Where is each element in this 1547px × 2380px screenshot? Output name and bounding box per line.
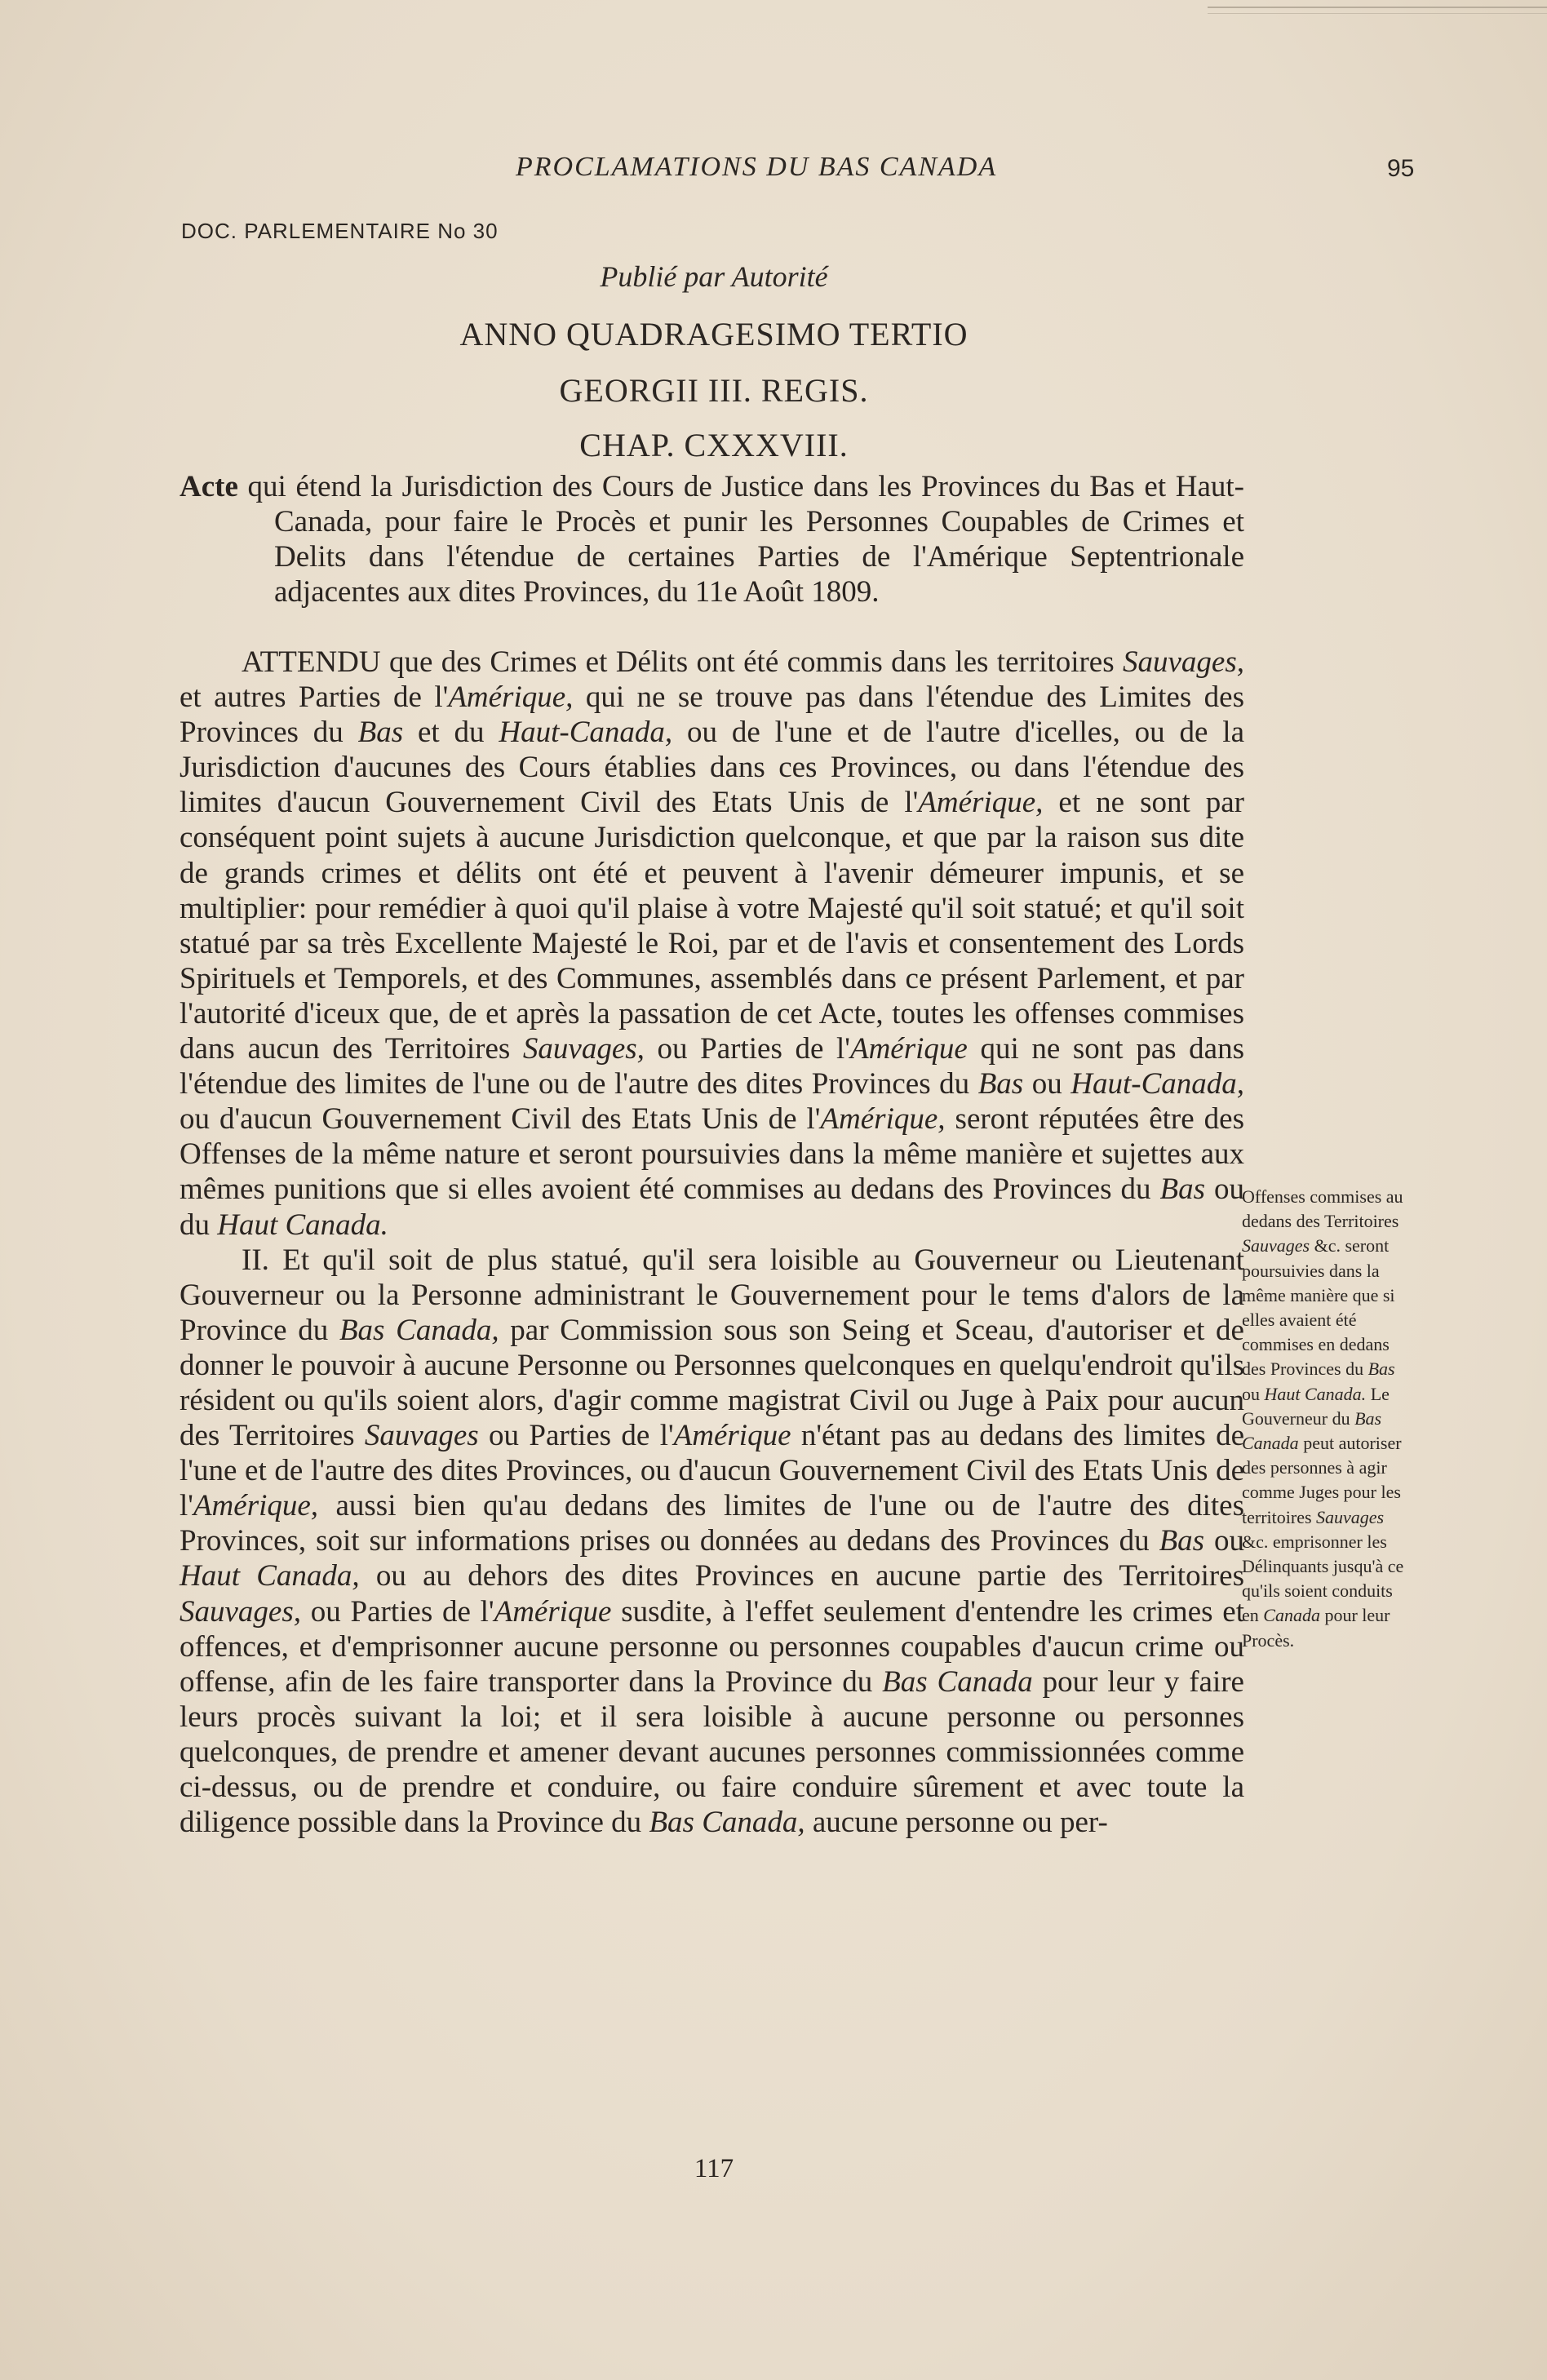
text-run: ATTENDU que des Crimes et Délits ont été commis dans les territoires — [242, 645, 1123, 679]
published-by-authority: Publié par Autorité — [600, 260, 828, 293]
text-run: Bas — [1159, 1172, 1205, 1207]
text-run: Haut Canada. — [1264, 1383, 1367, 1404]
text-run: aussi bien qu'au dedans des limites de l'une ou de l'autre des dites Provinces, soit sur informations prises ou données au dedans des Provinces du — [180, 1489, 1244, 1558]
document-label: DOC. PARLEMENTAIRE No 30 — [181, 219, 499, 243]
preamble-paragraph — [180, 645, 1244, 1243]
text-run: Amérique — [673, 1419, 791, 1453]
anno-heading: ANNO QUADRAGESIMO TERTIO — [459, 316, 969, 352]
text-run: II. Et qu'il soit de plus statué, qu'il sera loisible au Gouverneur ou Lieutenant Gouverneur ou la Personne administrant le Gouvernement pour le tems d'alors de la Province du — [180, 1243, 1244, 1347]
text-run: Bas — [977, 1067, 1024, 1101]
text-run: peut autoriser des personnes à agir comme Juges pour les territoires — [1242, 1433, 1402, 1527]
text-run: n'étant pas au dedans des limites de l'une et de l'autre des dites Provinces, ou d'aucun Gouvernement Civil des Etats Unis de l' — [180, 1419, 1244, 1523]
text-run: Haut Canada, — [180, 1559, 360, 1593]
text-run: Amérique — [849, 1032, 968, 1066]
text-run: ou du — [180, 1172, 1244, 1242]
text-run: Amérique, — [448, 680, 574, 715]
text-run: ou Parties de l' — [478, 1419, 674, 1453]
running-title: PROCLAMATIONS DU BAS CANADA — [516, 152, 998, 182]
chapter-heading: CHAP. CXXXVIII. — [579, 427, 849, 463]
text-run: ou — [1204, 1524, 1244, 1558]
top-edge-rule — [1208, 7, 1547, 14]
text-run: Amérique — [494, 1594, 612, 1629]
act-abstract — [180, 469, 1244, 609]
text-run: ou de l'une et de l'autre d'icelles, ou de la Jurisdiction d'aucunes des Cours établies dans ces Provinces, ou dans l'étendue des limites d'aucun Gouvernement Civil des Etats Unis de l' — [180, 716, 1244, 820]
text-run: Le Gouverneur du — [1242, 1383, 1390, 1429]
text-run: Sauvages, — [180, 1594, 301, 1629]
text-run: qui ne se trouve pas dans l'étendue des Limites des Provinces du — [180, 680, 1244, 750]
text-run: Amérique, — [193, 1489, 319, 1523]
text-run: Haut-Canada, — [1070, 1067, 1245, 1101]
regnal-heading: GEORGII III. REGIS. — [559, 372, 869, 409]
text-run: seront réputées être des Offenses de la même nature et seront poursuivies dans la même manière et sujettes aux mêmes punitions que si elles avoient été commises au dedans des Provinces du — [180, 1102, 1244, 1207]
marginal-note — [1242, 1185, 1405, 1653]
text-run: aucune personne ou per- — [805, 1806, 1108, 1840]
text-run: et ne sont par conséquent point sujets à aucune Jurisdiction quelconque, et que par la raison sus dite de grands crimes et délits ont été et peuvent à l'avenir démeurer impunis, et se multiplier: pour remédier à quoi qu'il plaise à votre Majesté qu'il soit statué; et qu'il soit statué par sa très Excellente Majesté le Roi, par et de l'avis et consentement des Lords Spirituels et Temporels, et des Communes, assemblés dans ce présent Parlement, et par l'autorité d'iceux que, de et après la passation de cet Acte, toutes les offenses commises dans aucun des Territoires — [180, 786, 1244, 1066]
text-run: par Commission sous son Seing et Sceau, d'autoriser et de donner le pouvoir à aucune Personne ou Personnes quelconques en quelqu'endroit qu'ils résident ou qu'ils soient alors, d'agir comme magistrat Civil ou Juge à Paix pour aucun des Territoires — [180, 1313, 1244, 1453]
text-run: &c. emprisonner les Délinquants jusqu'à ce qu'ils soient conduits en — [1242, 1531, 1404, 1626]
text-run: Sauvages, — [522, 1032, 645, 1066]
text-run: Sauvages, — [1123, 645, 1244, 679]
folio-number: 117 — [694, 2154, 734, 2183]
text-run: susdite, à l'effet seulement d'entendre les crimes et offences, et d'emprisonner aucune personne ou personnes coupables d'aucun crime ou offense, afin de les faire transporter dans la Province du — [180, 1594, 1244, 1699]
text-run: ou Parties de l' — [301, 1594, 494, 1629]
text-run: ou Parties de l' — [644, 1032, 850, 1066]
text-run: Haut Canada. — [217, 1208, 388, 1242]
text-run: Sauvages — [1242, 1235, 1310, 1256]
text-run: Offenses commises au dedans des Territoires — [1242, 1186, 1403, 1232]
text-run: Haut-Canada, — [499, 716, 673, 750]
text-run: Bas — [357, 716, 404, 750]
text-run: Bas Canada — [882, 1664, 1033, 1699]
act-body — [180, 645, 1244, 1840]
text-run: Amérique, — [820, 1102, 946, 1137]
text-run: et autres Parties de l' — [180, 680, 449, 715]
text-run: Bas Canada, — [649, 1806, 805, 1840]
text-run: Sauvages — [364, 1419, 479, 1453]
text-run: ou d'aucun Gouvernement Civil des Etats Unis de l' — [180, 1102, 821, 1137]
text-run: pour leur Procès. — [1242, 1605, 1390, 1651]
abstract-text: qui étend la Jurisdiction des Cours de Justice dans les Provinces du Bas et Haut-Canada, pour faire le Procès et punir les Personnes Coupables de Crimes et Delits dans l'étendue de certaines Parties de l'Amérique Septentrionale adjacentes aux dites Provinces, du 11e Août 1809. — [247, 470, 1245, 609]
text-run: et du — [403, 716, 499, 750]
text-run: ou — [1242, 1383, 1265, 1404]
text-run: Sauvages — [1316, 1506, 1385, 1527]
text-run: &c. seront poursuivies dans la même manière que si elles avaient été commises en dedans des Provinces du — [1242, 1235, 1395, 1380]
text-run: ou au dehors des dites Provinces en aucune partie des Territoires — [359, 1559, 1245, 1593]
text-run: pour leur y faire leurs procès suivant la loi; et il sera loisible à aucune personne ou personnes quelconques, de prendre et amener devant aucunes personnes commissionnées comme ci-dessus, ou de prendre et conduire, ou faire conduire sûrement et avec toute la diligence possible dans la Province du — [180, 1664, 1244, 1840]
text-run: Bas — [1367, 1358, 1395, 1380]
text-run: qui ne sont pas dans l'étendue des limites de l'une ou de l'autre des dites Provinces du — [180, 1032, 1244, 1101]
text-run: ou — [1023, 1067, 1071, 1101]
page-number: 95 — [1387, 155, 1415, 182]
text-run: Bas Canada, — [339, 1313, 499, 1347]
text-run: Bas — [1159, 1524, 1205, 1558]
text-run: Bas Canada — [1242, 1407, 1382, 1454]
text-run: Canada — [1263, 1605, 1320, 1626]
abstract-lead: Acte — [180, 470, 238, 503]
section-ii-paragraph — [180, 1243, 1244, 1841]
text-run: Amérique, — [918, 786, 1044, 820]
